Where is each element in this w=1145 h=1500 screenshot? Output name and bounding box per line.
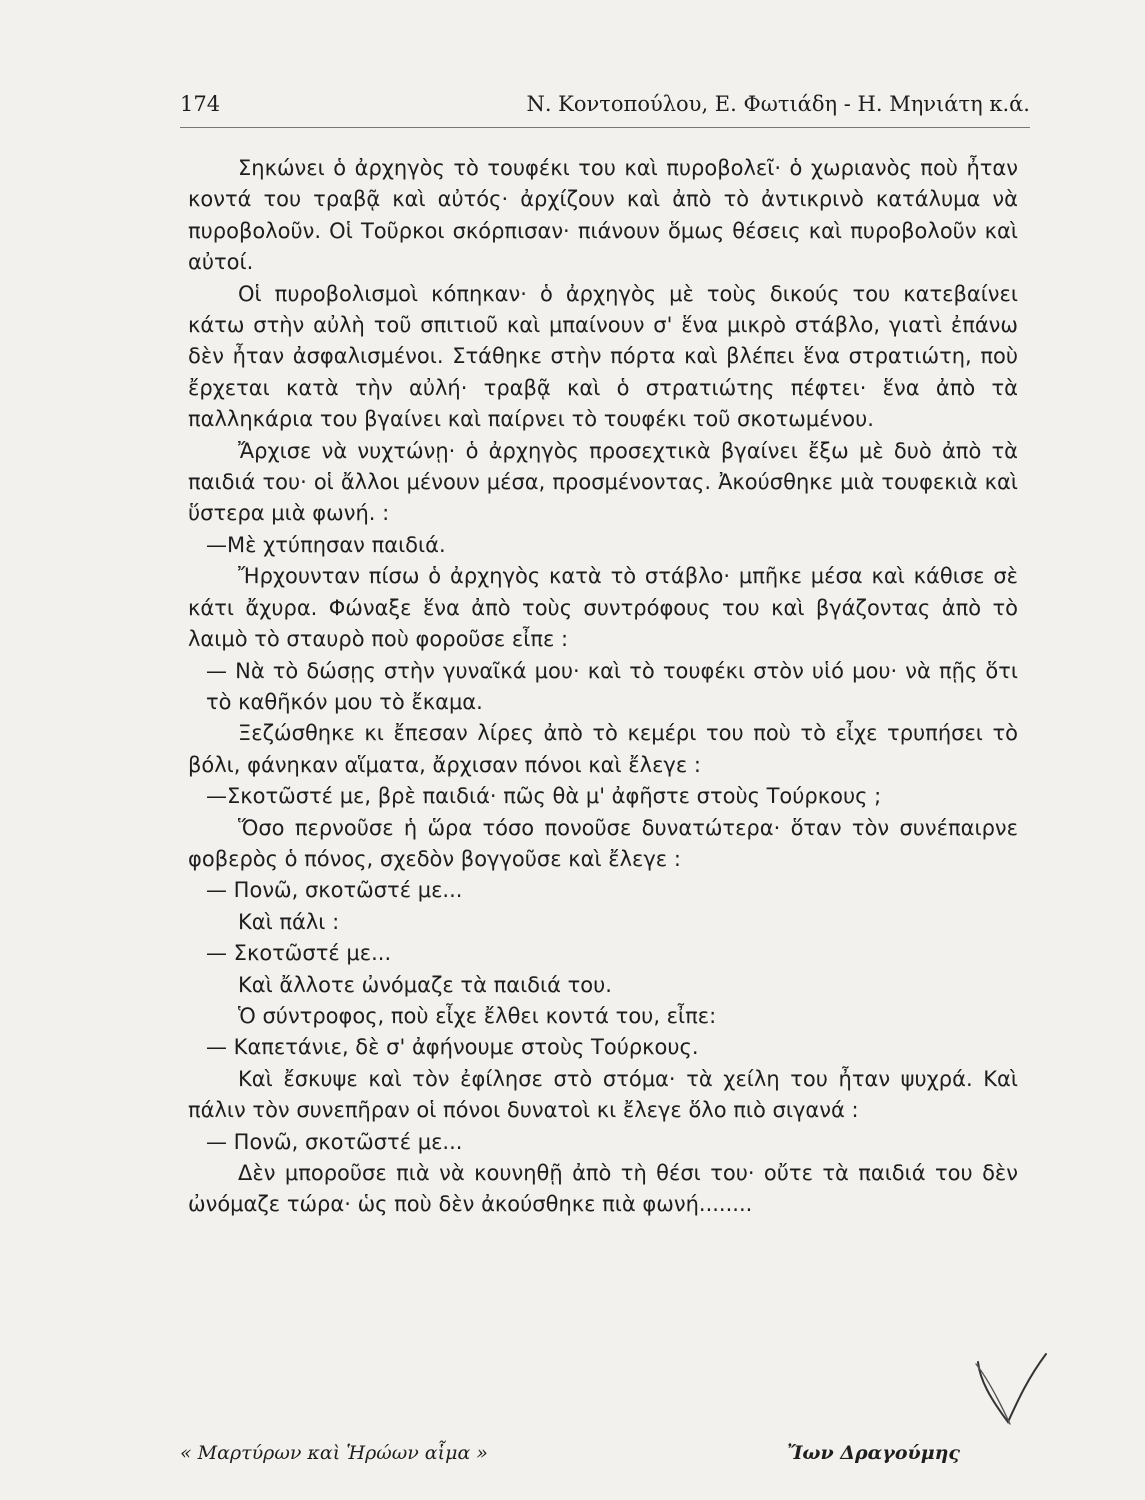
dialogue-line: — Καπετάνιε, δὲ σ' ἀφήνουμε στοὺς Τούρκους. [206,1035,699,1060]
dialogue-line: —Μὲ χτύπησαν παιδιά. [206,532,446,557]
paragraph: Καὶ ἄλλοτε ὠνόμαζε τὰ παιδιά του. [238,972,612,997]
page-footer [180,1442,960,1472]
body-text [188,153,1018,1221]
dialogue-line: — Πονῶ, σκοτῶστέ με... [206,1129,463,1154]
header-rule [180,127,1030,128]
dialogue-line: — Σκοτῶστέ με... [206,941,392,966]
paragraph: Οἱ πυροβολισμοὶ κόπηκαν· ὁ ἀρχηγὸς μὲ τοὺς δικούς του κατεβαίνει κάτω στὴν αὐλὴ τοῦ σπιτιοῦ καὶ μπαίνουν σ' ἕνα μικρὸ στάβλο, γιατὶ ἐπάνω δὲν ἦταν ἀσφαλισμένοι. Στάθηκε στὴν πόρτα καὶ βλέπει ἕνα στρατιώτη, ποὺ ἔρχεται κατὰ τὴν αὐλή· τραβᾷ καὶ ὁ στρατιώτης πέφτει· ἕνα ἀπὸ τὰ παλληκάρια του βγαίνει καὶ παίρνει τὸ τουφέκι τοῦ σκοτωμένου. [188,281,1018,432]
running-title: Ν. Κοντοπούλου, Ε. Φωτιάδη - Η. Μηνιάτη κ.ά. [526,92,1030,116]
dialogue-line: — Νὰ τὸ δώσῃς στὴν γυναῖκά μου· καὶ τὸ τουφέκι στὸν υἱό μου· νὰ πῇς ὅτι τὸ καθῆκόν μου τὸ ἔκαμα. [206,658,1018,714]
paragraph: Ἤρχουνταν πίσω ὁ ἀρχηγὸς κατὰ τὸ στάβλο· μπῆκε μέσα καὶ κάθισε σὲ κάτι ἄχυρα. Φώναξε ἕνα ἀπὸ τοὺς συντρόφους του καὶ βγάζοντας ἀπὸ τὸ λαιμὸ τὸ σταυρὸ ποὺ φοροῦσε εἶπε : [188,564,1018,652]
handwritten-check-mark [960,1350,1050,1440]
paragraph: Σηκώνει ὁ ἀρχηγὸς τὸ τουφέκι του καὶ πυροβολεῖ· ὁ χωριανὸς ποὺ ἦταν κοντά του τραβᾷ καὶ αὐτός· ἀρχίζουν καὶ ἀπὸ τὸ ἀντικρινὸ κατάλυμα νὰ πυροβολοῦν. Οἱ Τοῦρκοι σκόρπισαν· πιάνουν ὅμως θέσεις καὶ πυροβολοῦν καὶ αὐτοί. [188,156,1018,275]
dialogue-line: —Σκοτῶστέ με, βρὲ παιδιά· πῶς θὰ μ' ἀφῆστε στοὺς Τούρκους ; [206,784,882,809]
paragraph: Καὶ πάλι : [238,909,340,934]
paragraph: Ξεζώσθηκε κι ἔπεσαν λίρες ἀπὸ τὸ κεμέρι του ποὺ τὸ εἶχε τρυπήσει τὸ βόλι, φάνηκαν αἵματα, ἄρχισαν πόνοι καὶ ἔλεγε : [188,721,1018,777]
paragraph: Καὶ ἔσκυψε καὶ τὸν ἐφίλησε στὸ στόμα· τὰ χείλη του ἦταν ψυχρά. Καὶ πάλιν τὸν συνεπῆραν οἱ πόνοι δυνατοὶ κι ἔλεγε ὅλο πιὸ σιγανά : [188,1066,1018,1123]
dialogue-line: — Πονῶ, σκοτῶστέ με... [206,878,463,903]
page-header [180,92,1030,122]
author-name: Ἴων Δραγούμης [787,1442,960,1464]
paragraph: Ἄρχισε νὰ νυχτώνῃ· ὁ ἀρχηγὸς προσεχτικὰ βγαίνει ἔξω μὲ δυὸ ἀπὸ τὰ παιδιά του· οἱ ἄλλοι μένουν μέσα, προσμένοντας. Ἀκούσθηκε μιὰ τουφεκιὰ καὶ ὕστερα μιὰ φωνή. : [188,438,1018,526]
paragraph: Δὲν μποροῦσε πιὰ νὰ κουνηθῇ ἀπὸ τὴ θέσι του· οὔτε τὰ παιδιά του δὲν ὠνόμαζε τώρα· ὡς ποὺ δὲν ἀκούσθηκε πιὰ φωνή........ [188,1161,1018,1217]
source-citation: « Μαρτύρων καὶ Ἡρώων αἷμα » [180,1442,488,1464]
page-number: 174 [180,92,221,116]
paragraph: Ὁ σύντροφος, ποὺ εἶχε ἔλθει κοντά του, εἶπε: [238,1003,717,1028]
paragraph: Ὅσο περνοῦσε ἡ ὥρα τόσο πονοῦσε δυνατώτερα· ὅταν τὸν συνέπαιρνε φοβερὸς ὁ πόνος, σχεδὸν βογγοῦσε καὶ ἔλεγε : [188,815,1018,871]
